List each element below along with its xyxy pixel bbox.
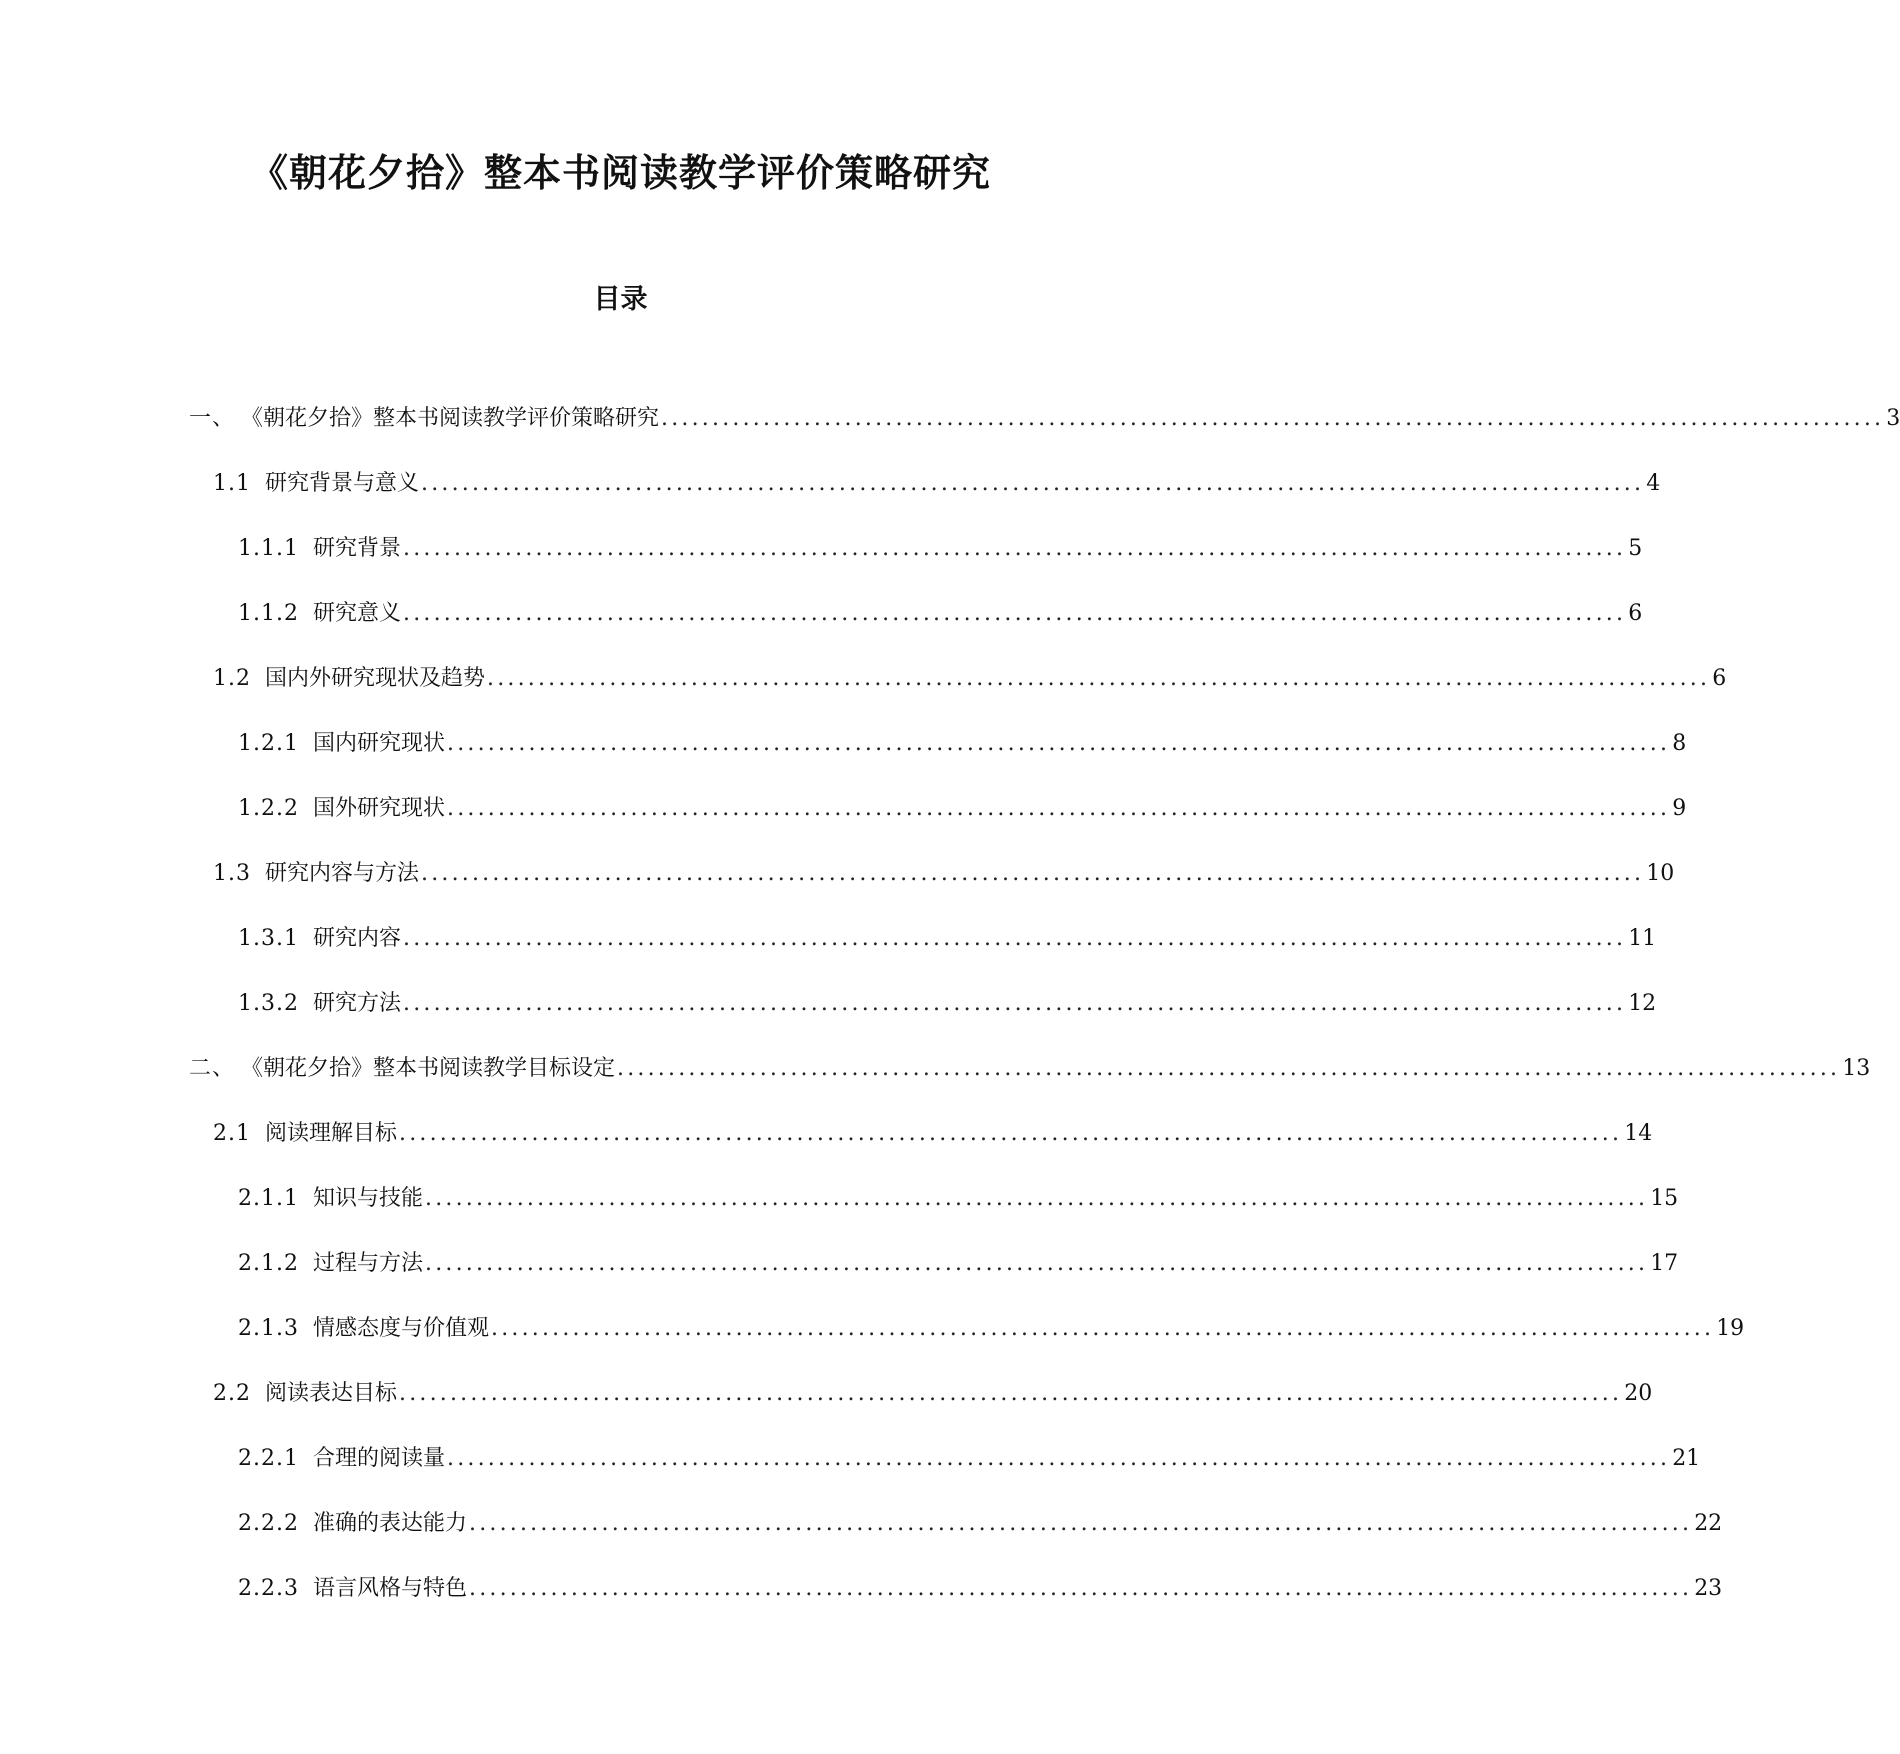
toc-dot-leader: ........................................................................................................................ bbox=[421, 860, 1645, 886]
toc-entry-title: 知识与技能 bbox=[312, 1185, 423, 1211]
toc-entry-title: 合理的阅读量 bbox=[312, 1445, 445, 1471]
toc-entry[interactable] bbox=[0, 1556, 1723, 1621]
toc-entry[interactable] bbox=[0, 1231, 1679, 1296]
toc-dot-leader: ........................................................................................................................ bbox=[403, 535, 1627, 561]
toc-entry[interactable] bbox=[0, 386, 1900, 451]
toc-dot-leader: ........................................................................................................................ bbox=[399, 1380, 1623, 1406]
toc-entry[interactable] bbox=[0, 1426, 1701, 1491]
toc-entry-page: 11 bbox=[1628, 925, 1657, 951]
toc-entry-page: 21 bbox=[1672, 1445, 1701, 1471]
toc-entry[interactable] bbox=[0, 1361, 1653, 1426]
toc-entry-number: 一、 bbox=[189, 405, 236, 431]
toc-entry-title: 过程与方法 bbox=[312, 1250, 423, 1276]
toc-dot-leader: ........................................................................................................................ bbox=[425, 1185, 1649, 1211]
toc-entry-page: 15 bbox=[1650, 1185, 1679, 1211]
table-of-contents bbox=[0, 386, 1900, 1621]
toc-entry-page: 22 bbox=[1694, 1510, 1723, 1536]
toc-entry-number: 2.2.1 bbox=[238, 1445, 299, 1471]
toc-entry-number: 2.2.2 bbox=[238, 1510, 299, 1536]
toc-entry-page: 23 bbox=[1694, 1575, 1723, 1601]
toc-dot-leader: ........................................................................................................................ bbox=[617, 1055, 1841, 1081]
toc-entry[interactable] bbox=[0, 581, 1643, 646]
toc-dot-leader: ........................................................................................................................ bbox=[491, 1315, 1715, 1341]
toc-entry-number: 1.1.2 bbox=[238, 600, 299, 626]
toc-entry-title: 研究内容与方法 bbox=[265, 860, 420, 886]
toc-entry-number: 1.1 bbox=[213, 470, 251, 496]
toc-dot-leader: ........................................................................................................................ bbox=[487, 665, 1711, 691]
toc-dot-leader: ........................................................................................................................ bbox=[447, 795, 1671, 821]
toc-entry-title: 国内研究现状 bbox=[312, 730, 445, 756]
toc-entry[interactable] bbox=[0, 451, 1661, 516]
toc-entry-page: 12 bbox=[1628, 990, 1657, 1016]
toc-dot-leader: ........................................................................................................................ bbox=[469, 1575, 1693, 1601]
toc-entry-page: 6 bbox=[1712, 665, 1727, 691]
toc-entry-title: 《朝花夕拾》整本书阅读教学目标设定 bbox=[241, 1055, 616, 1081]
toc-entry-title: 研究背景 bbox=[312, 535, 401, 561]
toc-entry-title: 研究方法 bbox=[312, 990, 401, 1016]
toc-entry-title: 语言风格与特色 bbox=[312, 1575, 467, 1601]
toc-entry-page: 8 bbox=[1672, 730, 1687, 756]
toc-entry[interactable] bbox=[0, 1296, 1745, 1361]
toc-entry-title: 国外研究现状 bbox=[312, 795, 445, 821]
toc-entry-number: 2.1.1 bbox=[238, 1185, 299, 1211]
toc-entry-page: 6 bbox=[1628, 600, 1643, 626]
toc-entry-page: 19 bbox=[1716, 1315, 1745, 1341]
toc-entry-page: 9 bbox=[1672, 795, 1687, 821]
toc-entry-title: 研究背景与意义 bbox=[265, 470, 420, 496]
toc-entry-title: 情感态度与价值观 bbox=[312, 1315, 489, 1341]
toc-entry-number: 1.3.1 bbox=[238, 925, 299, 951]
toc-dot-leader: ........................................................................................................................ bbox=[425, 1250, 1649, 1276]
toc-entry-number: 2.1 bbox=[213, 1120, 251, 1146]
toc-entry[interactable] bbox=[0, 841, 1675, 906]
toc-entry-number: 1.1.1 bbox=[238, 535, 299, 561]
toc-entry-number: 2.1.3 bbox=[238, 1315, 299, 1341]
toc-entry[interactable] bbox=[0, 646, 1727, 711]
toc-entry-title: 国内外研究现状及趋势 bbox=[265, 665, 486, 691]
document-title: 《朝花夕拾》整本书阅读教学评价策略研究 bbox=[249, 150, 991, 195]
toc-entry[interactable] bbox=[0, 711, 1687, 776]
toc-dot-leader: ........................................................................................................................ bbox=[403, 600, 1627, 626]
toc-entry-page: 17 bbox=[1650, 1250, 1679, 1276]
toc-entry-number: 1.2.1 bbox=[238, 730, 299, 756]
toc-entry-title: 准确的表达能力 bbox=[312, 1510, 467, 1536]
toc-entry-number: 2.2 bbox=[213, 1380, 251, 1406]
toc-dot-leader: ........................................................................................................................ bbox=[447, 1445, 1671, 1471]
toc-entry[interactable] bbox=[0, 776, 1687, 841]
toc-entry[interactable] bbox=[0, 1036, 1871, 1101]
toc-entry[interactable] bbox=[0, 1491, 1723, 1556]
toc-entry[interactable] bbox=[0, 1166, 1679, 1231]
toc-entry-number: 1.2.2 bbox=[238, 795, 299, 821]
toc-entry[interactable] bbox=[0, 1101, 1653, 1166]
toc-entry-number: 二、 bbox=[189, 1055, 236, 1081]
toc-entry-number: 1.2 bbox=[213, 665, 251, 691]
toc-dot-leader: ........................................................................................................................ bbox=[661, 405, 1885, 431]
toc-entry[interactable] bbox=[0, 971, 1657, 1036]
toc-entry-title: 《朝花夕拾》整本书阅读教学评价策略研究 bbox=[241, 405, 660, 431]
toc-entry-page: 13 bbox=[1842, 1055, 1871, 1081]
toc-entry-number: 2.2.3 bbox=[238, 1575, 299, 1601]
toc-dot-leader: ........................................................................................................................ bbox=[469, 1510, 1693, 1536]
toc-dot-leader: ........................................................................................................................ bbox=[403, 925, 1627, 951]
toc-entry-title: 阅读理解目标 bbox=[265, 1120, 398, 1146]
toc-heading: 目录 bbox=[593, 284, 648, 315]
toc-entry-title: 研究内容 bbox=[312, 925, 401, 951]
toc-dot-leader: ........................................................................................................................ bbox=[421, 470, 1645, 496]
toc-entry-page: 20 bbox=[1624, 1380, 1653, 1406]
toc-entry-page: 3 bbox=[1886, 405, 1900, 431]
toc-entry-number: 1.3 bbox=[213, 860, 251, 886]
toc-entry-number: 1.3.2 bbox=[238, 990, 299, 1016]
toc-entry-title: 阅读表达目标 bbox=[265, 1380, 398, 1406]
toc-entry-page: 14 bbox=[1624, 1120, 1653, 1146]
toc-entry-page: 10 bbox=[1646, 860, 1675, 886]
toc-entry-page: 5 bbox=[1628, 535, 1643, 561]
toc-entry[interactable] bbox=[0, 906, 1657, 971]
toc-entry-page: 4 bbox=[1646, 470, 1661, 496]
toc-dot-leader: ........................................................................................................................ bbox=[403, 990, 1627, 1016]
toc-entry[interactable] bbox=[0, 516, 1643, 581]
toc-dot-leader: ........................................................................................................................ bbox=[447, 730, 1671, 756]
toc-entry-title: 研究意义 bbox=[312, 600, 401, 626]
toc-dot-leader: ........................................................................................................................ bbox=[399, 1120, 1623, 1146]
toc-entry-number: 2.1.2 bbox=[238, 1250, 299, 1276]
